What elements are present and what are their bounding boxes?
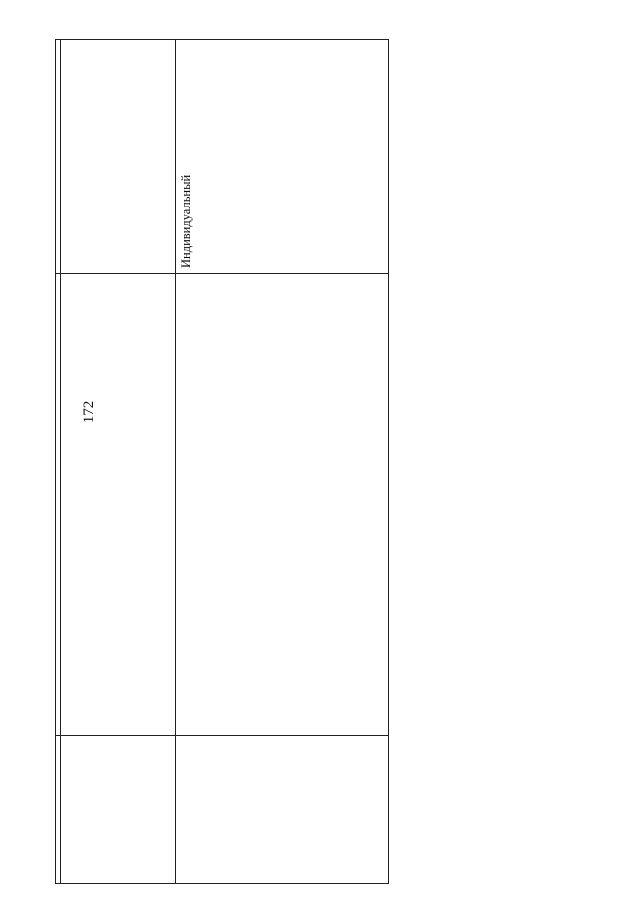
page-number: 172: [81, 400, 97, 424]
table-row: [176, 40, 389, 884]
rotated-table-frame: [55, 22, 640, 884]
methods-cell: [61, 274, 176, 736]
table-row: [61, 40, 176, 884]
rehabilitation-table: [55, 39, 389, 884]
section-cell: [176, 736, 389, 884]
format-cell: Индивидуальный: [176, 40, 389, 274]
format-cell: [61, 40, 176, 274]
methods-cell: [176, 274, 389, 736]
section-cell: [61, 736, 176, 884]
table-area: [55, 22, 640, 884]
